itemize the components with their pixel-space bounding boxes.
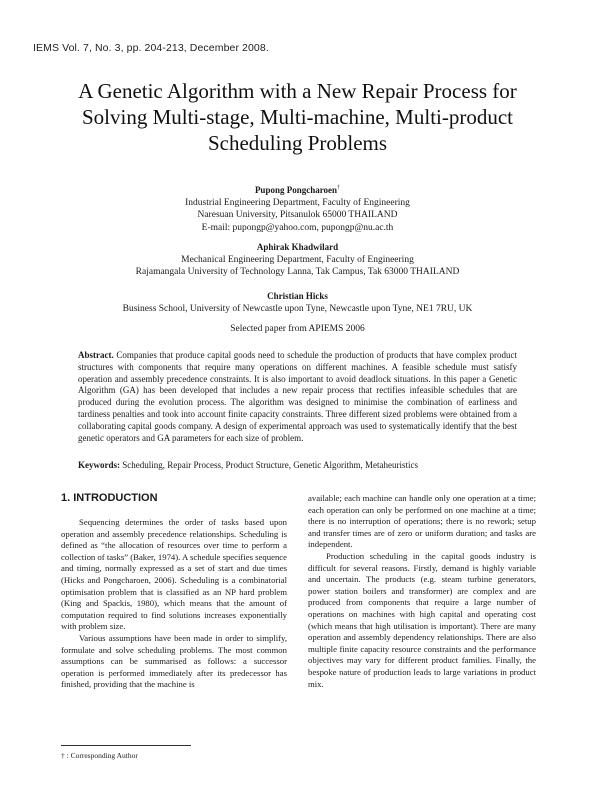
- title-line-1: A Genetic Algorithm with a New Repair Process for: [78, 79, 517, 103]
- author-name: Christian Hicks: [267, 291, 328, 301]
- affiliation-line: Rajamangala University of Technology Lanna, Tak Campus, Tak 63000 THAILAND: [135, 267, 460, 277]
- abstract-label: Abstract.: [78, 350, 114, 360]
- title-line-2: Solving Multi-stage, Multi-machine, Multi-product: [81, 105, 514, 129]
- paper-title: [40, 78, 555, 156]
- right-column: [308, 493, 536, 690]
- footnote: † : Corresponding Author: [61, 751, 138, 760]
- left-column: [61, 517, 287, 691]
- corresponding-mark: †: [337, 185, 341, 191]
- abstract: [78, 350, 517, 444]
- author-name: Pupong Pongcharoen†: [254, 185, 341, 195]
- affiliation-line: Business School, University of Newcastle upon Tyne, Newcastle upon Tyne, NE1 7RU, UK: [122, 303, 473, 314]
- footnote-divider: [61, 745, 191, 746]
- abstract-text: Companies that produce capital goods need to schedule the production of products that have complex product structures with components that require many operations on different machines. A feasible schedule must satisfy operation and assembly precedence constraints. It is also important to avoid deadlock situations. In this paper a Genetic Algorithm (GA) has been developed that includes a new repair process that rectifies infeasible schedules that are produced during the evolution process. The algorithm was designed to minimise the combination of earliness and tardiness penalties and took into account finite capacity constraints. Three different sized problems were obtained from a collaborating capital goods company. A design of experimental approach was used to systematically identify that the best genetic operators and GA parameters for each size of problem.: [78, 350, 518, 443]
- selected-paper-note: Selected paper from APIEMS 2006: [230, 324, 365, 334]
- body-paragraph: available; each machine can handle only one operation at a time; each operation can only be performed on one machine at a time; there is no interruption of operations; there is no rework; setup and transfer times are of zero or uniform duration; and tasks are independent.: [308, 493, 536, 550]
- body-paragraph: Various assumptions have been made in order to simplify, formulate and solve scheduling problems. The most common assumptions can be summarised as follows: a successor operation is performed immediately after its predecessor has finished, providing that the machine is: [61, 632, 287, 690]
- author-block-1: [40, 182, 555, 234]
- author-name: Aphirak Khadwilard: [256, 242, 339, 252]
- author-block-3: [40, 290, 555, 315]
- keywords-label: Keywords:: [78, 460, 120, 470]
- author-block-2: [40, 241, 555, 279]
- affiliation-line: Industrial Engineering Department, Faculty of Engineering: [185, 197, 410, 208]
- affiliation-line: Mechanical Engineering Department, Faculty of Engineering: [181, 254, 414, 265]
- email-line: E-mail: pupongp@yahoo.com, pupongp@nu.ac.th: [201, 222, 394, 233]
- title-line-3: Scheduling Problems: [207, 131, 388, 155]
- body-paragraph: Sequencing determines the order of tasks based upon operation and assembly precedence relationships. Scheduling is defined as “the allocation of resources over time to perform a collection of tasks” (Baker, 1974). A schedule specifies sequence and timing, normally expressed as a set of start and due times (Hicks and Pongcharoen, 2006). Scheduling is a combinatorial optimisation problem that is classified as an NP hard problem (King and Spackis, 1980), which means that the amount of computation required to find solutions increases exponentially with problem size.: [61, 517, 287, 632]
- affiliation-line: Naresuan University, Pitsanulok 65000 THAILAND: [197, 210, 398, 220]
- body-paragraph: Production scheduling in the capital goods industry is difficult for several reasons. Firstly, demand is highly variable and uncertain. The products (e.g. steam turbine generators, power station boilers and transformer) are complex and are produced from components that require a large number of operations on machines with high capital and operating cost (which means that high utilisation is important). There are many operation and assembly dependency relationships. There are also multiple finite capacity resource constraints and the performance objectives may vary for different product families. Finally, the bespoke nature of production leads to large variations in product mix.: [308, 550, 536, 689]
- section-heading: 1. INTRODUCTION: [61, 492, 158, 504]
- keywords-text: Scheduling, Repair Process, Product Structure, Genetic Algorithm, Metaheuristics: [122, 460, 418, 470]
- journal-header: IEMS Vol. 7, No. 3, pp. 204-213, December 2008.: [33, 42, 269, 54]
- keywords: [78, 459, 517, 471]
